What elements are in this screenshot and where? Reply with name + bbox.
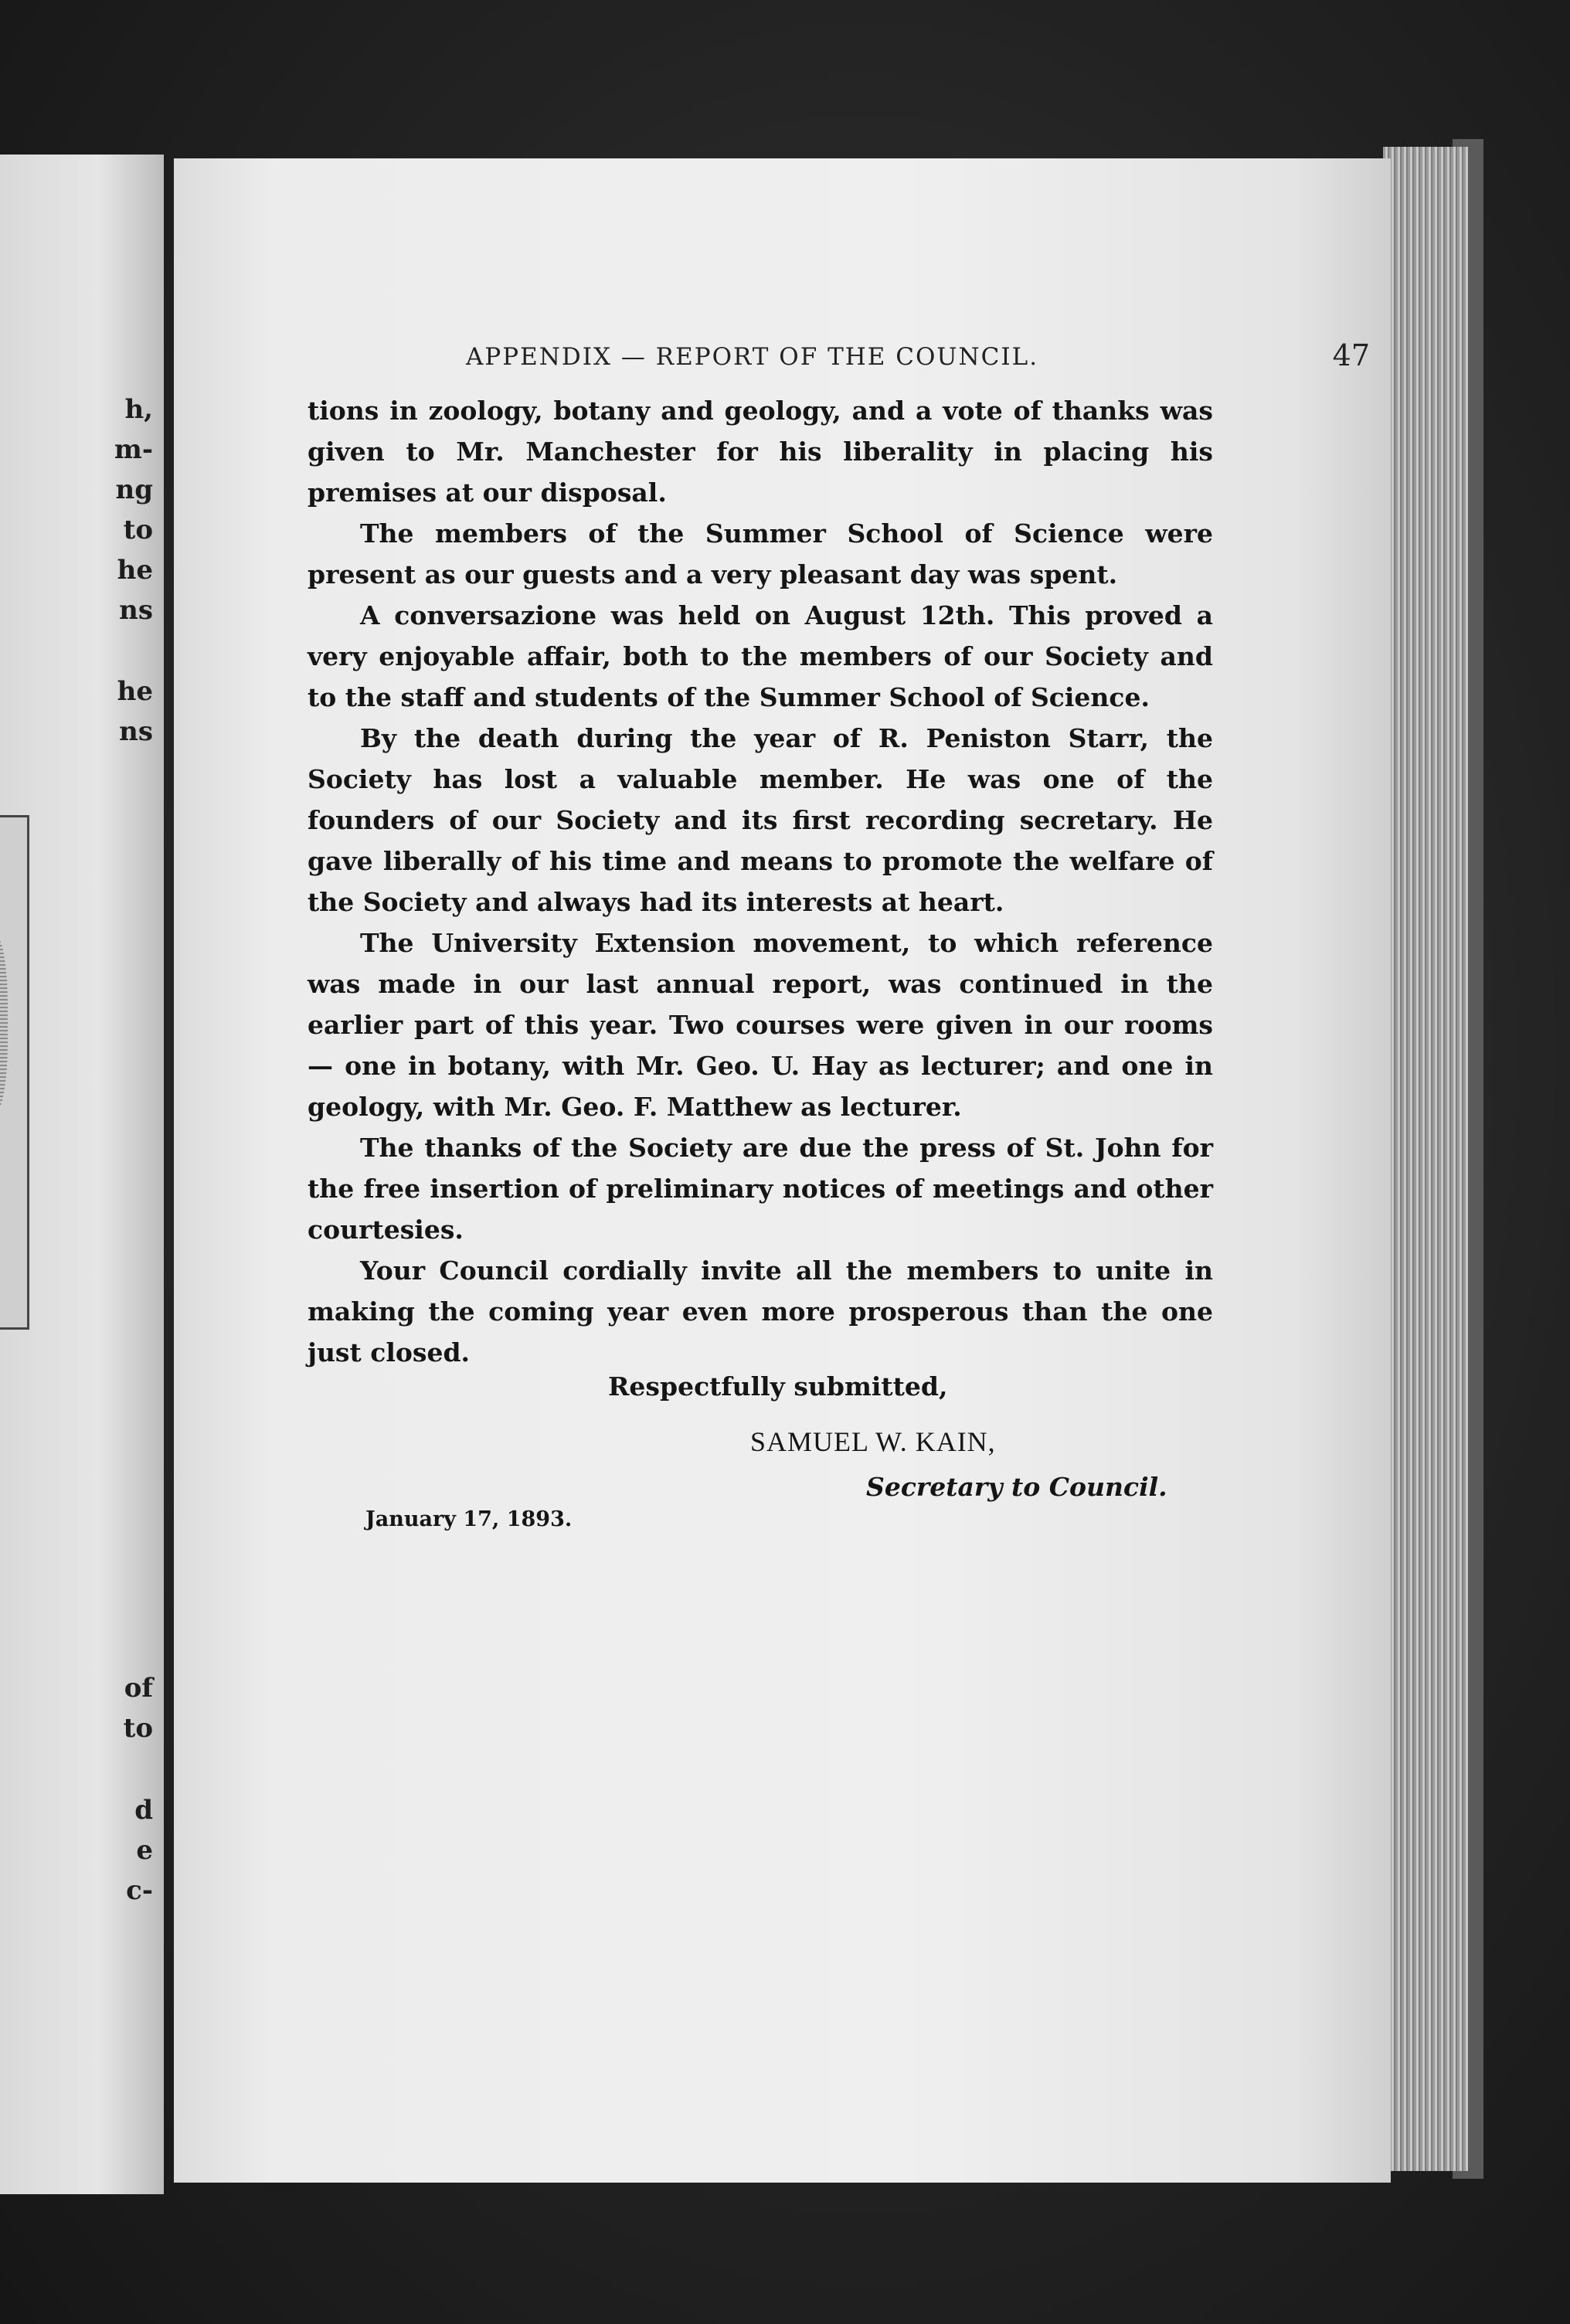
- left-fragment: ns: [119, 716, 153, 747]
- signatory-title: Secretary to Council.: [866, 1472, 1167, 1502]
- paragraph: The University Extension movement, to which reference was made in our last annual report, was continued in the earlier part of this year. Two courses were given in our rooms — one in botany, with Mr. Geo. U. Hay as lecturer; and one in geology, with Mr. Geo. F. Matthew as lecturer.: [308, 928, 1213, 1122]
- paragraph: Your Council cordially invite all the members to unite in making the coming year even more prosperous than the one just closed.: [308, 1255, 1213, 1368]
- running-title: APPENDIX — REPORT OF THE COUNCIL.: [466, 343, 1039, 371]
- closing-line: Respectfully submitted,: [608, 1371, 948, 1402]
- left-fragment: ns: [119, 595, 153, 626]
- left-fragment: m-: [114, 434, 153, 465]
- paragraph: A conversazione was held on August 12th. This proved a very enjoyable affair, both to the members of our Society and to the staff and students of the Summer School of Science.: [308, 600, 1213, 712]
- left-fragment: ng: [115, 474, 153, 505]
- previous-page-edge: [0, 155, 164, 2194]
- paragraph: By the death during the year of R. Peniston Starr, the Society has lost a valuable member. He was one of the founders of our Society and its first recording secretary. He gave liberally of his time and means to promote the welfare of the Society and always had its interests at heart.: [308, 723, 1213, 917]
- paragraph: tions in zoology, botany and geology, and a vote of thanks was given to Mr. Manchester for his liberality in placing his premises at our disposal.: [308, 396, 1213, 508]
- left-fragment: c-: [126, 1875, 153, 1906]
- left-fragment: e: [136, 1835, 153, 1866]
- left-fragment: to: [123, 515, 153, 545]
- left-fragment: of: [124, 1673, 153, 1704]
- left-fragment: he: [117, 555, 153, 586]
- book-page-edges: [1383, 147, 1468, 2171]
- page-number: 47: [1332, 338, 1370, 372]
- report-date: January 17, 1893.: [365, 1507, 573, 1531]
- paragraph: The members of the Summer School of Science were present as our guests and a very pleasant day was spent.: [308, 518, 1213, 589]
- signatory-name: SAMUEL W. KAIN,: [750, 1426, 996, 1457]
- running-header: [466, 338, 1378, 377]
- paragraph: The thanks of the Society are due the press of St. John for the free insertion of preliminary notices of meetings and other courtesies.: [308, 1133, 1213, 1245]
- body-text: [308, 390, 1213, 1373]
- left-fragment: to: [123, 1713, 153, 1744]
- document-page: [174, 158, 1391, 2183]
- left-fragment: he: [117, 676, 153, 707]
- left-fragment: d: [134, 1795, 153, 1826]
- left-fragment: h,: [124, 394, 153, 425]
